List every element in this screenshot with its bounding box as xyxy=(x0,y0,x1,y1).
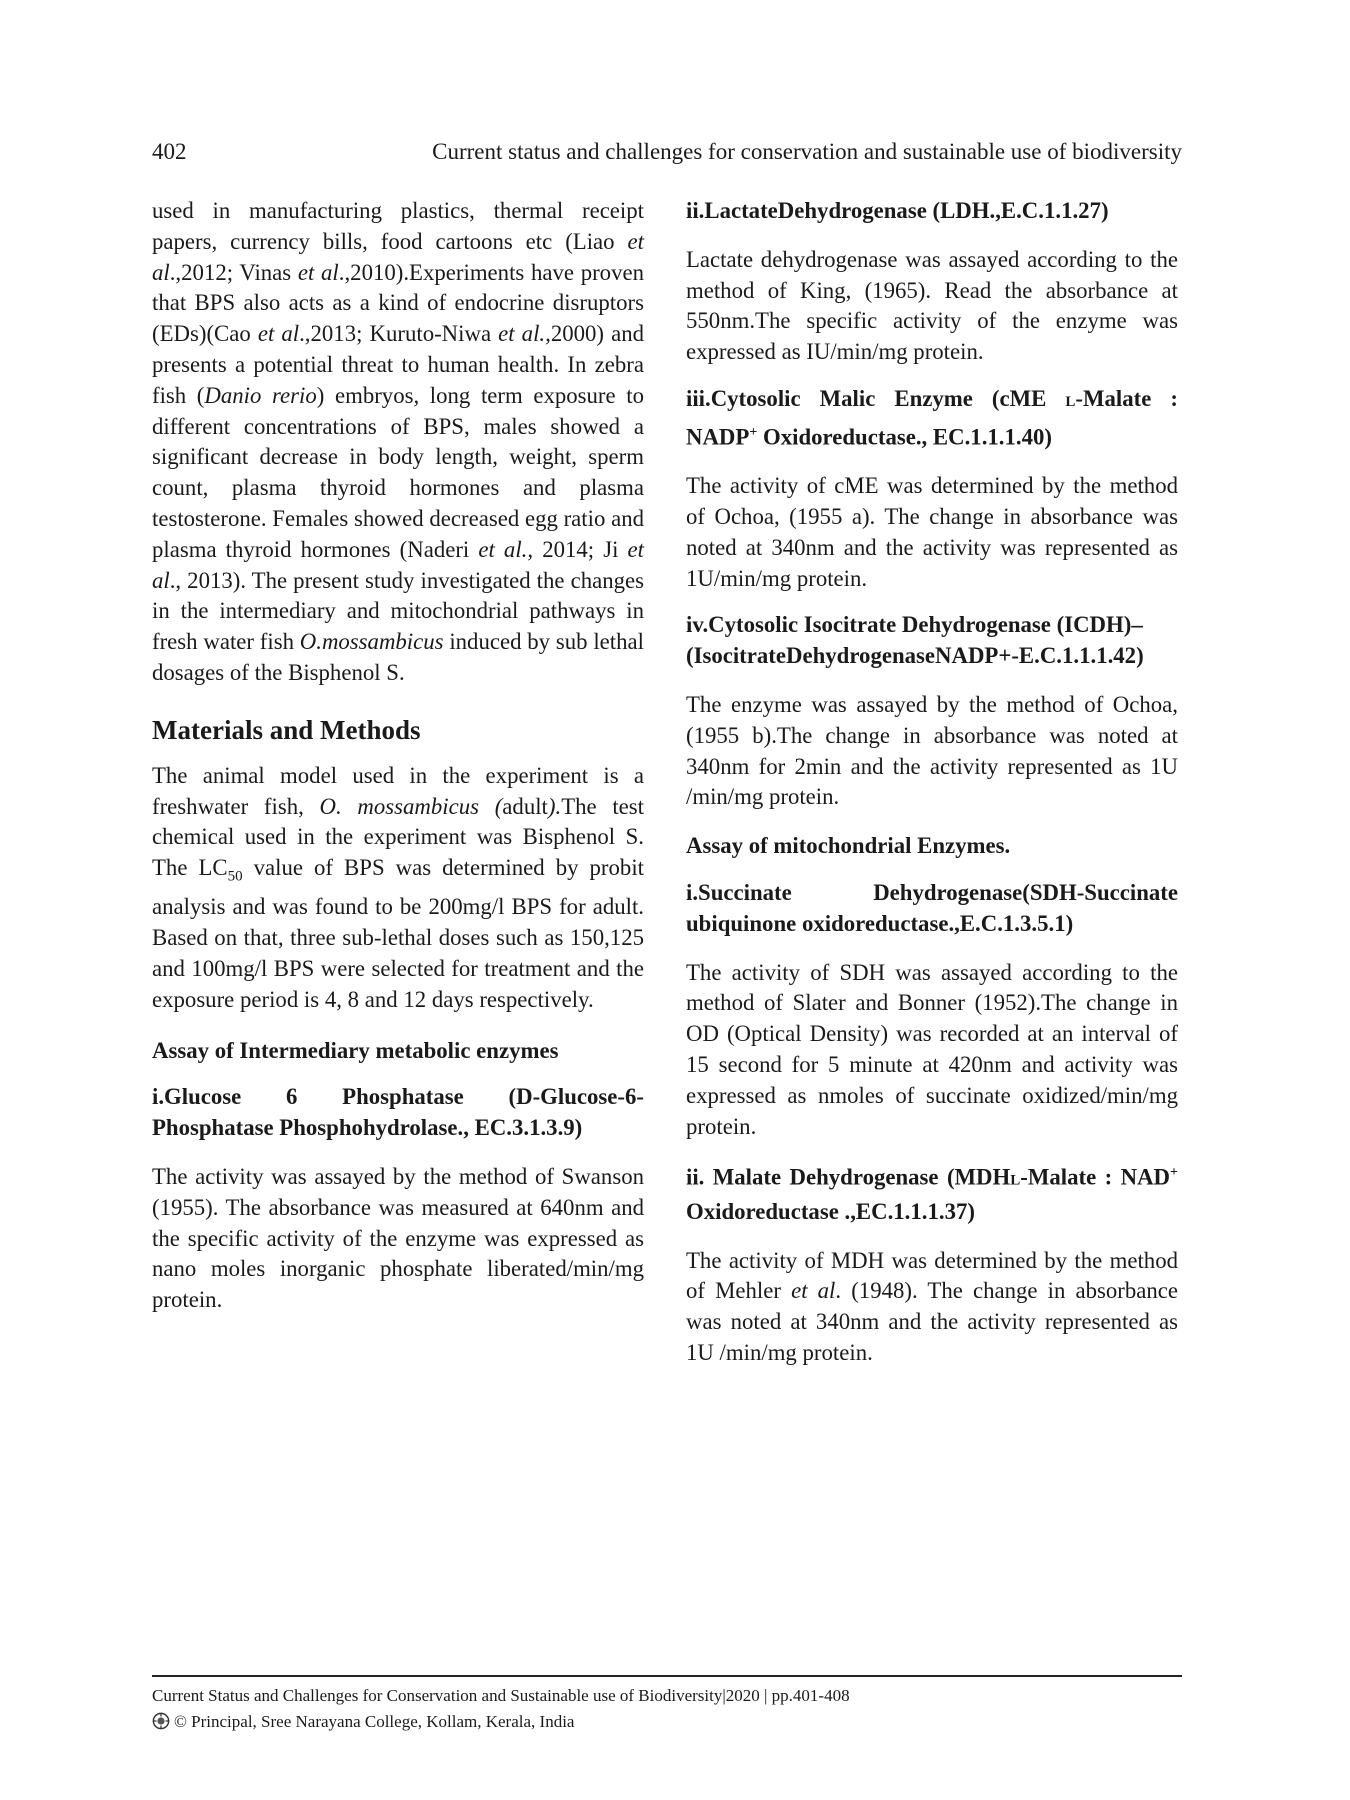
page-number: 402 xyxy=(152,139,187,164)
icdh-paragraph: The enzyme was assayed by the method of Ochoa, (1955 b).The change in absorbance was noted at 340nm for 2min and the activity represented as 1U /min/mg protein. xyxy=(686,691,1178,810)
cme-heading: iii.Cytosolic Malic Enzyme (cME L-Malate : NADP+ Oxidoreductase., EC.1.1.1.40) xyxy=(686,385,1178,450)
right-column xyxy=(686,196,1178,1369)
mdh-heading: ii. Malate Dehydrogenase (MDHL-Malate : NAD+ Oxidoreductase .,EC.1.1.1.37) xyxy=(686,1164,1178,1224)
left-column xyxy=(152,196,644,1316)
sdh-heading: i.Succinate Dehydrogenase(SDH-Succinate ubiquinone oxidoreductase.,E.C.1.3.5.1) xyxy=(686,879,1178,936)
footer-citation: Current Status and Challenges for Conservation and Sustainable use of Biodiversity|2020 | pp.401-408 xyxy=(152,1686,850,1705)
cme-paragraph: The activity of cME was determined by the method of Ochoa, (1955 a). The change in absorbance was noted at 340nm and the activity was represented as 1U/min/mg protein. xyxy=(686,473,1178,591)
college-emblem-icon xyxy=(152,1712,170,1730)
g6p-heading: i.Glucose 6 Phosphatase (D-Glucose-6-Phosphatase Phosphohydrolase., EC.3.1.3.9) xyxy=(152,1084,644,1141)
methods-paragraph: The animal model used in the experiment is a freshwater fish, O. mossambicus (adult).The test chemical used in the experiment was Bisphenol S. The $LC_{50}$ value of BPS was determined by probit analysis and was found to be 200mg/l BPS for adult. Based on that, three sub-lethal doses such as 150,125 and 100mg/l BPS were selected for treatment and the exposure period is 4, 8 and 12 days respectively. xyxy=(152,762,644,1012)
footer-copyright: © Principal, Sree Narayana College, Kollam, Kerala, India xyxy=(174,1712,575,1731)
section-heading-materials-methods: Materials and Methods xyxy=(152,714,421,745)
assay-mitochondrial-heading: Assay of mitochondrial Enzymes. xyxy=(686,833,1011,859)
mdh-paragraph: The activity of MDH was determined by the method of Mehler et al. (1948). The change in absorbance was noted at 340nm and the activity represented as 1U /min/mg protein. xyxy=(686,1247,1179,1365)
ldh-paragraph: Lactate dehydrogenase was assayed according to the method of King, (1965). Read the absorbance at 550nm.The specific activity of the enzyme was expressed as IU/min/mg protein. xyxy=(686,246,1178,365)
ldh-heading: ii.LactateDehydrogenase (LDH.,E.C.1.1.27) xyxy=(686,198,1109,223)
sdh-paragraph: The activity of SDH was assayed according to the method of Slater and Bonner (1952).The change in OD (Optical Density) was recorded at an interval of 15 second for 5 minute at 420nm and activity was expressed as nmoles of succinate oxidized/min/mg protein. xyxy=(686,959,1178,1139)
icdh-heading: iv.Cytosolic Isocitrate Dehydrogenase (ICDH)– (IsocitrateDehydrogenaseNADP+-E.C.1.1.1.42) xyxy=(686,612,1144,669)
running-title: Current status and challenges for conservation and sustainable use of biodiversity xyxy=(432,139,1182,164)
g6p-paragraph: The activity was assayed by the method of Swanson (1955). The absorbance was measured at 640nm and the specific activity of the enzyme was expressed as nano moles inorganic phosphate liberated/min/mg protein. xyxy=(152,1164,644,1313)
page-footer xyxy=(152,1675,1182,1735)
footer-copyright-line xyxy=(152,1709,1182,1735)
assay-intermediary-heading: Assay of Intermediary metabolic enzymes xyxy=(152,1037,559,1063)
intro-paragraph: used in manufacturing plastics, thermal receipt papers, currency bills, food cartoons etc (Liao et al.,2012; Vinas et al.,2010).Experiments have proven that BPS also acts as a kind of endocrine disruptors (EDs)(Cao et al.,2013; Kuruto-Niwa et al.,2000) and presents a potential threat to human health. In zebra fish (Danio rerio) embryos, long term exposure to different concentrations of BPS, males showed a significant decrease in body length, weight, sperm count, plasma thyroid hormones and plasma testosterone. Females showed decreased egg ratio and plasma thyroid hormones (Naderi et al., 2014; Ji et al., 2013). The present study investigated the changes in the intermediary and mitochondrial pathways in fresh water fish O.mossambicus induced by sub lethal dosages of the Bisphenol S. xyxy=(152,198,644,685)
